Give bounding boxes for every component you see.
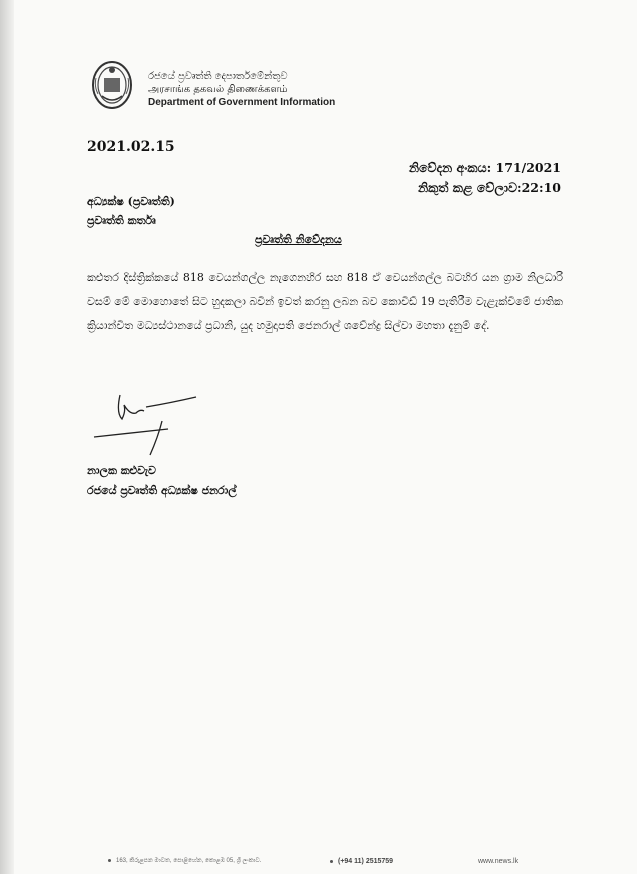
footer	[0, 852, 637, 874]
signatory-block	[87, 461, 237, 501]
footer-telephone: (+94 11) 2515759	[330, 858, 393, 865]
footer-address: 163, කිරුළපන මාවත, පොළිහේන, කොළඹ 05, ශ්‍රී ලංකාව.	[108, 858, 261, 865]
release-date: 2021.02.15	[87, 139, 175, 155]
press-release-body: කළුතර දිස්ත්‍රික්කයේ 818 වෙයන්ගල්ල නැගෙනහිර සහ 818 ඒ වෙයන්ගල්ල බටහිර යන ග්‍රාම නිලධාරි වසම් මේ මොහොතේ සිට හුදකලා බවින් ඉවත් කරනු ලබන බව කොවිඩ් 19 පැතිරීම වැළැක්වීමේ ජාතික ක්‍රියාන්විත මධ්‍යස්ථානයේ ප්‍රධානි, යුද හමුදාපති ජෙනරාල් ශවේන්ද්‍ර සිල්වා මහතා දැනුම් දේ.	[87, 271, 563, 332]
release-reference-block	[409, 158, 561, 198]
release-time: නිකුත් කළ වේලාව:22:10	[418, 180, 561, 195]
letterhead-department-names	[148, 70, 335, 109]
release-number: නිවේදන අංකය: 171/2021	[408, 160, 561, 175]
recipient-line-1: අධ්‍යක්ෂ (ප්‍රවෘත්ති)	[87, 195, 175, 208]
department-name-tamil: அரசாங்க தகவல் திணைக்களம்	[148, 84, 288, 95]
signatory-name: නාලක කළුවැව	[87, 464, 156, 477]
department-name-sinhala: රජයේ ප්‍රවෘත්ති දෙපාර්තමේන්තුව	[148, 71, 288, 82]
recipient-line-2: ප්‍රවෘත්ති කර්තෘ	[87, 214, 156, 227]
recipient-block	[87, 192, 175, 230]
bullet-icon	[108, 859, 111, 862]
government-emblem-icon	[90, 58, 134, 110]
department-name-english: Department of Government Information	[148, 97, 336, 108]
signatory-title: රජයේ ප්‍රවෘත්ති අධ්‍යක්ෂ ජනරාල්	[87, 484, 237, 497]
press-release-heading: ප්‍රවෘත්ති නිවේදනය	[255, 233, 342, 246]
page-edge-shadow	[0, 0, 14, 874]
handwritten-signature	[90, 385, 210, 460]
phone-icon	[330, 860, 333, 863]
footer-website: www.news.lk	[478, 858, 519, 865]
